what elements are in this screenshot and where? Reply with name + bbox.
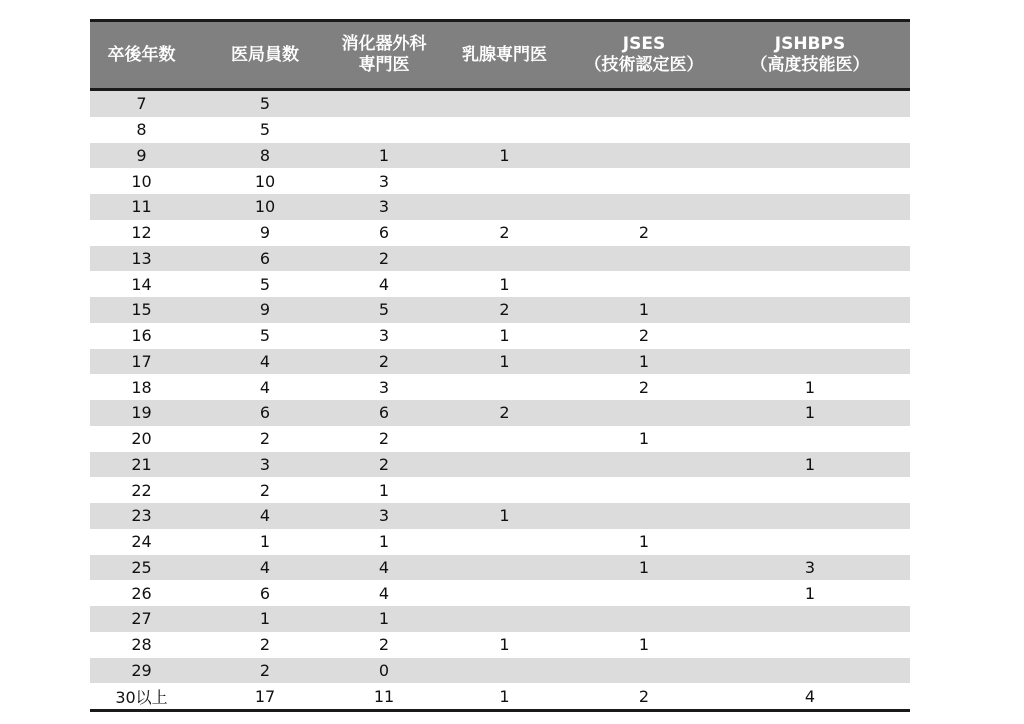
jses-cell: 1 — [578, 349, 710, 375]
breast-cell: 1 — [431, 349, 578, 375]
breast-cell — [431, 426, 578, 452]
years-cell: 9 — [90, 143, 193, 169]
jshbps-cell — [710, 117, 910, 143]
jses-cell — [578, 580, 710, 606]
staff-count-cell: 9 — [193, 220, 337, 246]
years-cell: 13 — [90, 246, 193, 272]
table-row — [90, 580, 910, 606]
table-row — [90, 374, 910, 400]
breast-cell — [431, 555, 578, 581]
table-row — [90, 606, 910, 632]
gastro-surgery-cell — [337, 90, 431, 117]
years-cell: 14 — [90, 271, 193, 297]
gastro-surgery-cell: 1 — [337, 477, 431, 503]
table-row — [90, 452, 910, 478]
jshbps-cell — [710, 194, 910, 220]
years-cell: 15 — [90, 297, 193, 323]
jshbps-cell — [710, 658, 910, 684]
breast-cell: 2 — [431, 297, 578, 323]
staff-count-cell: 3 — [193, 452, 337, 478]
jshbps-cell — [710, 297, 910, 323]
gastro-surgery-cell: 3 — [337, 503, 431, 529]
table-row — [90, 529, 910, 555]
years-cell: 29 — [90, 658, 193, 684]
jses-cell: 1 — [578, 426, 710, 452]
table-header — [90, 21, 910, 90]
table-row — [90, 632, 910, 658]
years-cell: 8 — [90, 117, 193, 143]
header-gastro-surgery-specialist — [337, 21, 431, 90]
table-body — [90, 90, 910, 711]
gastro-surgery-cell: 3 — [337, 168, 431, 194]
gastro-surgery-cell: 1 — [337, 143, 431, 169]
staff-count-cell: 5 — [193, 323, 337, 349]
table-row — [90, 168, 910, 194]
breast-cell — [431, 117, 578, 143]
jshbps-cell: 1 — [710, 400, 910, 426]
breast-cell: 1 — [431, 503, 578, 529]
staff-count-cell: 6 — [193, 246, 337, 272]
gastro-surgery-cell: 2 — [337, 349, 431, 375]
jses-cell — [578, 452, 710, 478]
years-cell: 17 — [90, 349, 193, 375]
staff-count-cell: 6 — [193, 400, 337, 426]
staff-count-cell: 1 — [193, 606, 337, 632]
gastro-surgery-cell: 4 — [337, 271, 431, 297]
breast-cell — [431, 168, 578, 194]
breast-cell — [431, 606, 578, 632]
jses-cell — [578, 400, 710, 426]
jses-cell — [578, 194, 710, 220]
jshbps-cell: 4 — [710, 683, 910, 710]
jses-cell: 2 — [578, 374, 710, 400]
jses-cell: 1 — [578, 529, 710, 555]
gastro-surgery-cell: 11 — [337, 683, 431, 710]
header-jshbps — [710, 21, 910, 90]
breast-cell: 1 — [431, 323, 578, 349]
jshbps-cell: 3 — [710, 555, 910, 581]
breast-cell — [431, 580, 578, 606]
staff-certification-table — [90, 19, 910, 712]
header-breast-specialist — [431, 21, 578, 90]
jshbps-cell — [710, 168, 910, 194]
breast-cell — [431, 529, 578, 555]
staff-count-cell: 4 — [193, 374, 337, 400]
staff-count-cell: 4 — [193, 503, 337, 529]
jshbps-cell: 1 — [710, 580, 910, 606]
table-row — [90, 323, 910, 349]
staff-count-cell: 17 — [193, 683, 337, 710]
breast-cell — [431, 452, 578, 478]
jshbps-cell — [710, 503, 910, 529]
staff-count-cell: 5 — [193, 271, 337, 297]
table-row — [90, 246, 910, 272]
jses-cell — [578, 143, 710, 169]
header-jshbps-line: JSHBPS — [774, 34, 846, 54]
header-staff-count-line: 医局員数 — [231, 44, 299, 65]
header-row — [90, 21, 910, 90]
staff-count-cell: 4 — [193, 555, 337, 581]
staff-count-cell: 5 — [193, 117, 337, 143]
table-row — [90, 271, 910, 297]
breast-cell — [431, 194, 578, 220]
header-years-after-graduation-line: 卒後年数 — [107, 44, 176, 65]
breast-cell — [431, 90, 578, 117]
staff-count-cell: 2 — [193, 658, 337, 684]
years-cell: 28 — [90, 632, 193, 658]
years-cell: 20 — [90, 426, 193, 452]
staff-count-cell: 1 — [193, 529, 337, 555]
years-cell: 24 — [90, 529, 193, 555]
breast-cell — [431, 658, 578, 684]
jshbps-cell: 1 — [710, 374, 910, 400]
jses-cell — [578, 117, 710, 143]
table-row — [90, 143, 910, 169]
gastro-surgery-cell: 6 — [337, 220, 431, 246]
table-row — [90, 297, 910, 323]
jshbps-cell — [710, 90, 910, 117]
staff-count-cell: 2 — [193, 426, 337, 452]
jshbps-cell — [710, 143, 910, 169]
staff-count-cell: 8 — [193, 143, 337, 169]
jses-cell — [578, 168, 710, 194]
table-row — [90, 400, 910, 426]
staff-table-container — [90, 19, 910, 712]
jshbps-cell — [710, 271, 910, 297]
jshbps-cell — [710, 246, 910, 272]
header-years-after-graduation — [90, 21, 193, 90]
jses-cell — [578, 271, 710, 297]
jshbps-cell — [710, 426, 910, 452]
gastro-surgery-cell: 1 — [337, 606, 431, 632]
jses-cell: 2 — [578, 220, 710, 246]
staff-count-cell: 2 — [193, 477, 337, 503]
jshbps-cell — [710, 349, 910, 375]
breast-cell: 2 — [431, 400, 578, 426]
jshbps-cell — [710, 529, 910, 555]
years-cell: 19 — [90, 400, 193, 426]
table-row — [90, 683, 910, 710]
breast-cell — [431, 477, 578, 503]
jses-cell — [578, 606, 710, 632]
breast-cell: 1 — [431, 271, 578, 297]
breast-cell: 1 — [431, 143, 578, 169]
table-row — [90, 117, 910, 143]
table-row — [90, 658, 910, 684]
gastro-surgery-cell: 3 — [337, 194, 431, 220]
years-cell: 11 — [90, 194, 193, 220]
years-cell: 23 — [90, 503, 193, 529]
years-cell: 26 — [90, 580, 193, 606]
table-row — [90, 194, 910, 220]
staff-count-cell: 5 — [193, 90, 337, 117]
years-cell: 12 — [90, 220, 193, 246]
staff-count-cell: 4 — [193, 349, 337, 375]
header-jses — [578, 21, 710, 90]
table-row — [90, 477, 910, 503]
jses-cell: 2 — [578, 323, 710, 349]
gastro-surgery-cell: 2 — [337, 246, 431, 272]
years-cell: 7 — [90, 90, 193, 117]
header-gastro-surgery-specialist-line: 専門医 — [358, 55, 410, 75]
years-cell: 21 — [90, 452, 193, 478]
breast-cell: 1 — [431, 632, 578, 658]
table-row — [90, 220, 910, 246]
years-cell: 22 — [90, 477, 193, 503]
gastro-surgery-cell: 4 — [337, 580, 431, 606]
staff-count-cell: 6 — [193, 580, 337, 606]
jses-cell — [578, 477, 710, 503]
table-row — [90, 503, 910, 529]
breast-cell — [431, 374, 578, 400]
years-cell: 27 — [90, 606, 193, 632]
years-cell: 10 — [90, 168, 193, 194]
jses-cell: 1 — [578, 555, 710, 581]
jshbps-cell: 1 — [710, 452, 910, 478]
table-row — [90, 555, 910, 581]
breast-cell: 1 — [431, 683, 578, 710]
years-cell: 30以上 — [90, 683, 193, 710]
staff-count-cell: 2 — [193, 632, 337, 658]
gastro-surgery-cell: 3 — [337, 323, 431, 349]
jses-cell — [578, 246, 710, 272]
gastro-surgery-cell: 1 — [337, 529, 431, 555]
jses-cell: 1 — [578, 632, 710, 658]
gastro-surgery-cell: 4 — [337, 555, 431, 581]
gastro-surgery-cell: 5 — [337, 297, 431, 323]
header-gastro-surgery-specialist-line: 消化器外科 — [341, 34, 427, 54]
jses-cell — [578, 90, 710, 117]
jses-cell — [578, 503, 710, 529]
header-staff-count — [193, 21, 337, 90]
header-breast-specialist-line: 乳腺専門医 — [462, 44, 547, 65]
staff-count-cell: 10 — [193, 194, 337, 220]
gastro-surgery-cell: 0 — [337, 658, 431, 684]
table-row — [90, 426, 910, 452]
gastro-surgery-cell: 2 — [337, 452, 431, 478]
gastro-surgery-cell: 3 — [337, 374, 431, 400]
jshbps-cell — [710, 606, 910, 632]
jshbps-cell — [710, 323, 910, 349]
staff-count-cell: 9 — [193, 297, 337, 323]
table-row — [90, 349, 910, 375]
jses-cell: 1 — [578, 297, 710, 323]
gastro-surgery-cell: 6 — [337, 400, 431, 426]
header-jshbps-line: （高度技能医） — [750, 55, 870, 75]
staff-count-cell: 10 — [193, 168, 337, 194]
table-row — [90, 90, 910, 117]
breast-cell: 2 — [431, 220, 578, 246]
header-jses-line: （技術認定医） — [584, 55, 704, 75]
gastro-surgery-cell — [337, 117, 431, 143]
gastro-surgery-cell: 2 — [337, 426, 431, 452]
jshbps-cell — [710, 220, 910, 246]
gastro-surgery-cell: 2 — [337, 632, 431, 658]
years-cell: 25 — [90, 555, 193, 581]
breast-cell — [431, 246, 578, 272]
years-cell: 16 — [90, 323, 193, 349]
jses-cell — [578, 658, 710, 684]
header-jses-line: JSES — [622, 34, 666, 54]
jshbps-cell — [710, 632, 910, 658]
years-cell: 18 — [90, 374, 193, 400]
jses-cell: 2 — [578, 683, 710, 710]
jshbps-cell — [710, 477, 910, 503]
